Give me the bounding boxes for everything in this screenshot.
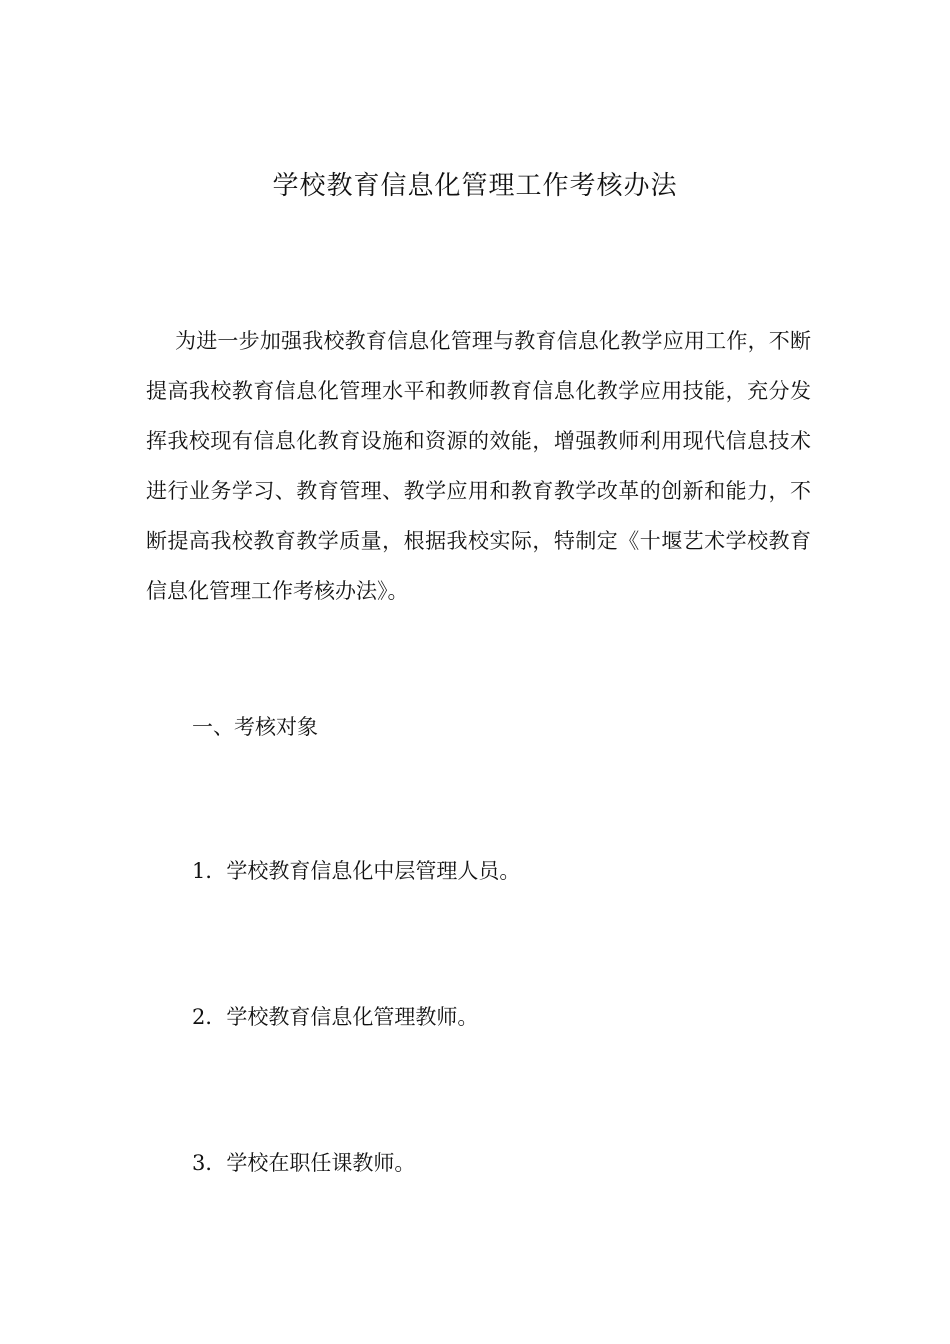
intro-paragraph: 为进一步加强我校教育信息化管理与教育信息化教学应用工作，不断提高我校教育信息化管理水平和教师教育信息化教学应用技能，充分发挥我校现有信息化教育设施和资源的效能，增强教师利用现代信息技术进行业务学习、教育管理、教学应用和教育教学改革的创新和能力，不断提高我校教育教学质量，根据我校实际，特制定《十堰艺术学校教育信息化管理工作考核办法》。 xyxy=(146,329,811,603)
document-title: 学校教育信息化管理工作考核办法 xyxy=(272,171,678,201)
list-item: 2．学校教育信息化管理教师。 xyxy=(192,1005,479,1029)
section-heading: 一、考核对象 xyxy=(192,715,318,739)
list-item: 3．学校在职任课教师。 xyxy=(192,1151,416,1175)
list-item: 1．学校教育信息化中层管理人员。 xyxy=(192,859,521,883)
